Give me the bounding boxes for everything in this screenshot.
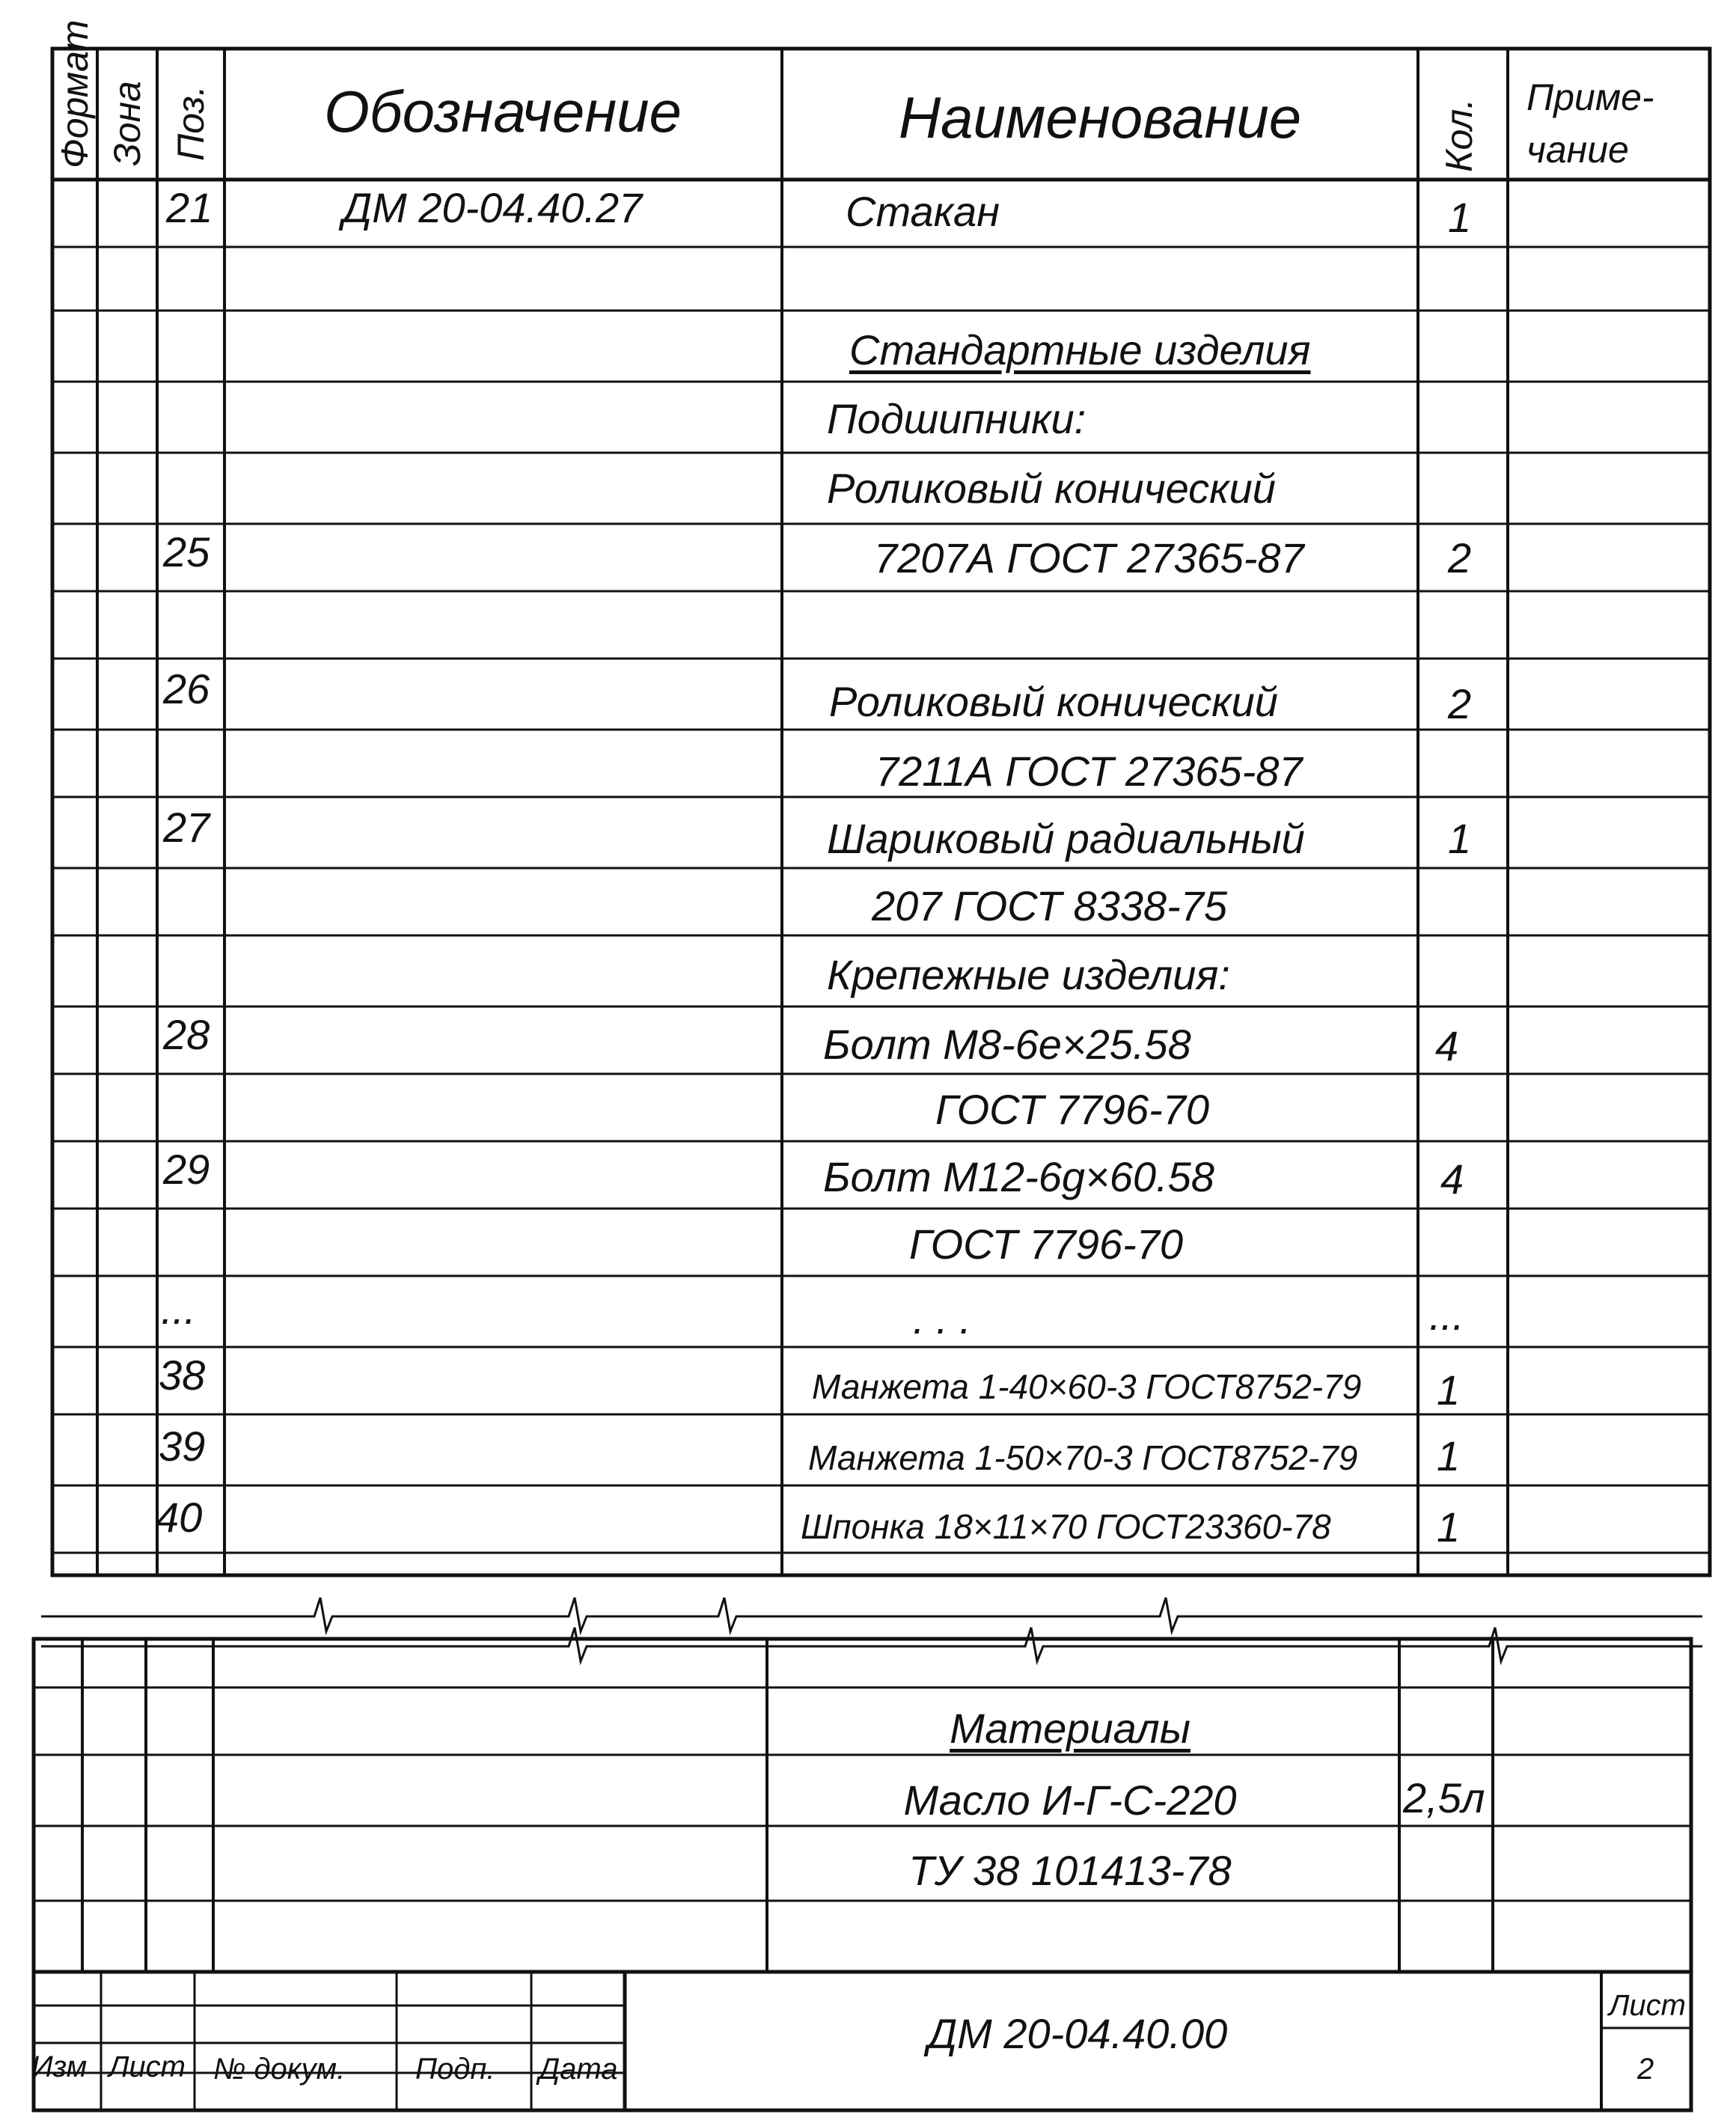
stamp-label-sheet: Лист <box>109 2050 186 2083</box>
row-position: 27 <box>163 804 210 851</box>
column-header-name: Наименование <box>898 85 1302 150</box>
row-name: 7207А ГОСТ 27365-87 <box>874 534 1304 581</box>
document-code: ДМ 20-04.40.00 <box>927 2010 1228 2057</box>
column-header-designation: Обозначение <box>324 79 682 144</box>
row-name: Шпонка 18×11×70 ГОСТ23360-78 <box>801 1507 1331 1546</box>
column-header-note-line1: Приме- <box>1526 76 1654 118</box>
row-designation: ДМ 20-04.40.27 <box>342 184 643 231</box>
section-title-materials: Материалы <box>950 1705 1191 1752</box>
row-name: Болт М8-6е×25.58 <box>823 1021 1191 1068</box>
row-name: Манжета 1-40×60-3 ГОСТ8752-79 <box>812 1367 1362 1406</box>
row-name: Роликовый конический <box>827 465 1276 512</box>
row-position: 28 <box>163 1011 210 1058</box>
row-name: Стакан <box>846 188 1000 235</box>
column-header-position: Поз. <box>170 85 212 161</box>
column-header-note-line2: чание <box>1526 129 1629 171</box>
row-position: 38 <box>159 1351 206 1399</box>
stamp-label-change: Изм <box>31 2050 88 2083</box>
stamp-label-date: Дата <box>539 2053 618 2086</box>
row-name: Шариковый радиальный <box>827 815 1305 862</box>
section-title-standard-items: Стандартные изделия <box>849 326 1311 373</box>
row-name: ГОСТ 7796-70 <box>909 1221 1184 1268</box>
row-name: Крепежные изделия: <box>827 951 1230 998</box>
row-name: Подшипники: <box>827 395 1086 442</box>
material-line-1: Масло И-Г-С-220 <box>903 1777 1237 1824</box>
stamp-label-sheet-number: Лист <box>1609 1989 1686 2022</box>
row-quantity: 1 <box>1437 1432 1461 1479</box>
row-position: 29 <box>163 1146 210 1193</box>
row-name: 207 ГОСТ 8338-75 <box>872 882 1228 929</box>
column-header-zone: Зона <box>106 81 148 166</box>
row-quantity: 1 <box>1437 1503 1461 1551</box>
row-name: Манжета 1-50×70-3 ГОСТ8752-79 <box>808 1438 1358 1477</box>
row-position: 21 <box>166 184 213 231</box>
row-quantity: 4 <box>1440 1155 1464 1203</box>
row-position: 39 <box>159 1423 206 1470</box>
row-name: Роликовый конический <box>829 678 1278 725</box>
row-name: . . . <box>913 1295 971 1343</box>
row-quantity: ... <box>1429 1292 1464 1339</box>
row-position: 25 <box>163 528 210 575</box>
column-header-format: Формат <box>54 19 96 168</box>
material-quantity: 2,5л <box>1403 1774 1485 1821</box>
row-quantity: 2 <box>1448 534 1472 581</box>
column-header-quantity: Кол. <box>1438 98 1480 172</box>
row-position: 40 <box>156 1494 203 1541</box>
row-name: ГОСТ 7796-70 <box>935 1086 1210 1133</box>
row-quantity: 4 <box>1435 1022 1459 1069</box>
stamp-label-document-number: № докум. <box>213 2053 346 2086</box>
row-name: 7211А ГОСТ 27365-87 <box>875 748 1303 795</box>
material-line-2: ТУ 38 101413-78 <box>908 1847 1232 1894</box>
row-position: 26 <box>163 665 210 712</box>
row-name: Болт М12-6g×60.58 <box>823 1153 1214 1200</box>
row-quantity: 2 <box>1448 680 1472 727</box>
row-position: ... <box>161 1286 196 1333</box>
row-quantity: 1 <box>1448 194 1472 241</box>
sheet-number: 2 <box>1637 2053 1654 2086</box>
row-quantity: 1 <box>1448 815 1472 862</box>
row-quantity: 1 <box>1437 1366 1461 1414</box>
stamp-label-signature: Подп. <box>415 2053 495 2086</box>
